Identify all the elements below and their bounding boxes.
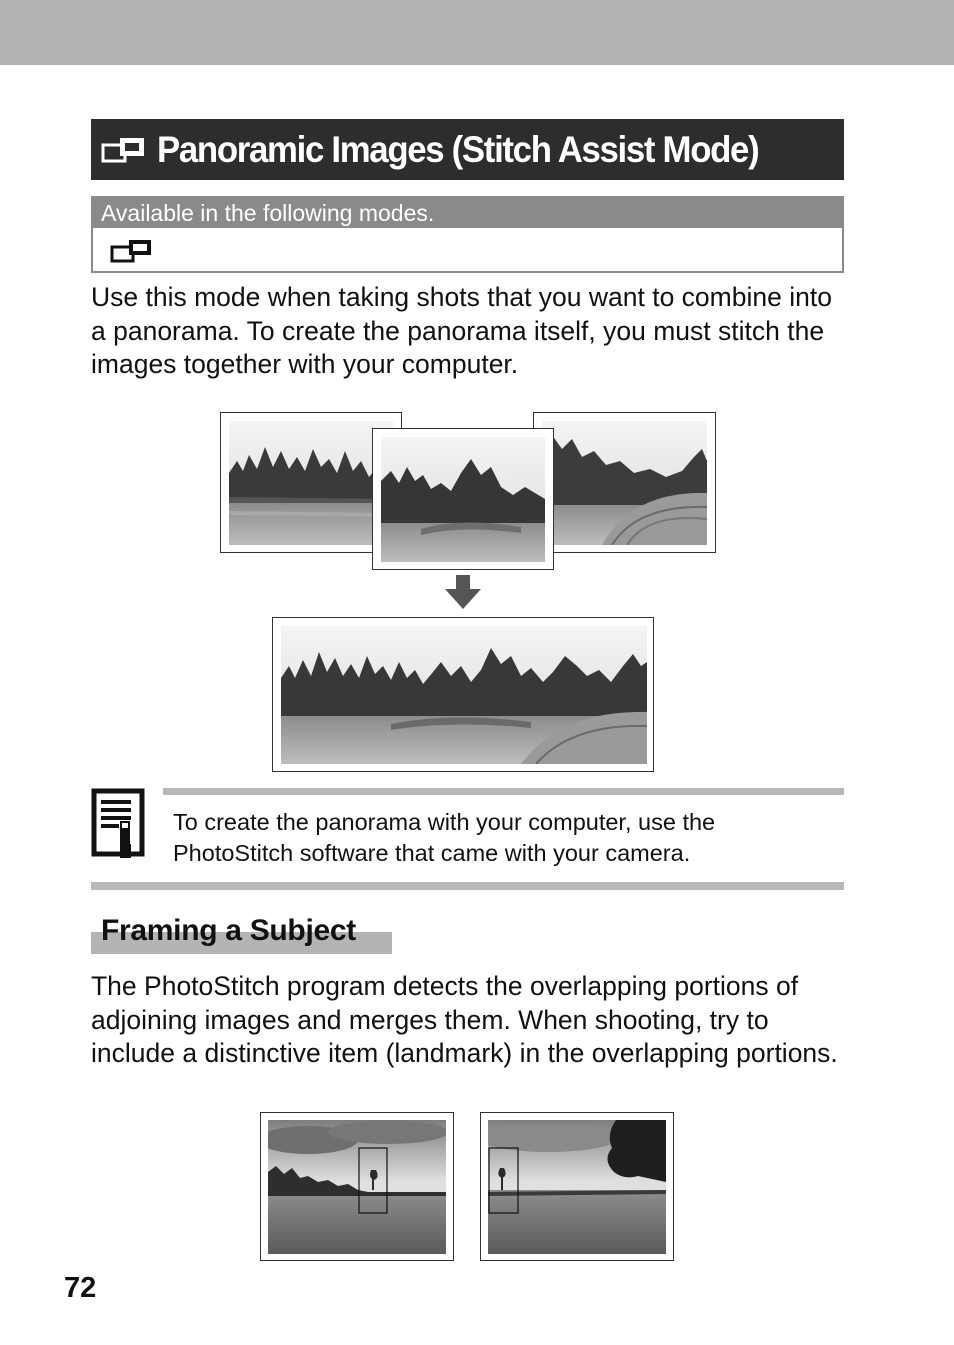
field-photo-left-with-landmark [260,1112,454,1261]
framing-paragraph: The PhotoStitch program detects the overlapping portions of adjoining images and merges them. When shooting, try to include a distinctive item (landmark) in the overlapping portions. [91,971,838,1068]
top-header-band [0,0,954,65]
down-arrow-icon [445,575,481,611]
stitch-assist-icon [101,136,147,164]
available-modes-box [91,196,844,273]
right-lake-photo [533,412,716,553]
field-photo-right-with-landmark [480,1112,674,1261]
note-bottom-rule [91,882,844,890]
center-lake-photo [372,428,554,570]
available-modes-header: Available in the following modes. [93,198,842,228]
page-title-bar [91,119,844,180]
note-top-rule [163,788,844,795]
page-title: Panoramic Images (Stitch Assist Mode) [157,128,759,170]
framing-subheading: Framing a Subject [101,914,356,947]
intro-paragraph: Use this mode when taking shots that you want to combine into a panorama. To create the panorama itself, you must stitch the images together with your computer. [91,282,832,379]
stitched-panorama-photo [272,617,654,772]
memo-pencil-icon [91,788,147,860]
page-number: 72 [64,1272,97,1304]
note-text: To create the panorama with your computer, use the PhotoStitch software that came with your camera. [173,809,716,866]
stitch-assist-icon [110,238,154,269]
